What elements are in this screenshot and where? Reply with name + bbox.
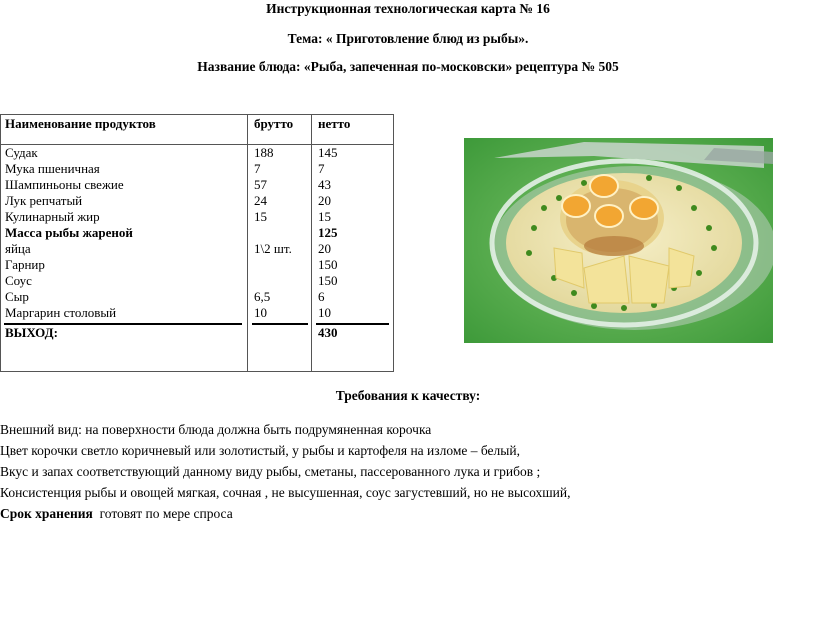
table-row-net: 150: [318, 273, 338, 288]
table-row-net: 6: [318, 289, 325, 304]
quality-line: Консистенция рыбы и овощей мягкая, сочная , не высушенная, соус загустевший, но не высохший,: [0, 485, 571, 500]
table-row-gross: 57: [254, 177, 267, 192]
table-row-net: 125: [318, 225, 338, 240]
storage-line: [0, 503, 570, 524]
col-names: [5, 145, 133, 321]
table-row-name: Маргарин столовый: [5, 305, 117, 320]
table-row-name: Гарнир: [5, 257, 45, 272]
col-header-gross: брутто: [254, 116, 294, 131]
table-row-name: Шампиньоны свежие: [5, 177, 124, 192]
table-row-gross: [254, 257, 292, 273]
table-row-name: Кулинарный жир: [5, 209, 100, 224]
table-row-net: 20: [318, 193, 331, 208]
table-row-name: Масса рыбы жареной: [5, 225, 133, 240]
table-row-net: 150: [318, 257, 338, 272]
yield-label: ВЫХОД:: [5, 325, 58, 340]
table-divider-net: [311, 114, 312, 372]
table-row-gross: [254, 273, 292, 289]
table-row-name: Сыр: [5, 289, 29, 304]
table-row-net: 10: [318, 305, 331, 320]
table-row-net: 145: [318, 145, 338, 160]
table-row-gross: 1\2 шт.: [254, 241, 292, 256]
storage-text: готовят по мере спроса: [92, 506, 233, 521]
quality-line: Внешний вид: на поверхности блюда должна быть подрумяненная корочка: [0, 422, 432, 437]
quality-line: Цвет корочки светло коричневый или золотистый, у рыбы и картофеля на изломе – белый,: [0, 443, 520, 458]
col-header-name: Наименование продуктов: [5, 116, 156, 131]
table-row-net: 20: [318, 241, 331, 256]
table-row-gross: [254, 225, 292, 241]
table-row-net: 15: [318, 209, 331, 224]
table-border-top: [0, 114, 394, 115]
quality-heading: Требования к качеству:: [335, 388, 481, 403]
table-row-name: Соус: [5, 273, 32, 288]
underline-gross: [252, 323, 308, 325]
table-row-gross: 10: [254, 305, 267, 320]
table-row-name: Судак: [5, 145, 38, 160]
dish-photo: [464, 138, 773, 343]
storage-label: Срок хранения: [0, 506, 93, 521]
col-header-net: нетто: [318, 116, 351, 131]
table-row-gross: 6,5: [254, 289, 271, 304]
table-row-gross: 15: [254, 209, 267, 224]
quality-requirements: [0, 419, 570, 524]
table-border-right: [393, 114, 394, 372]
col-net: [318, 145, 338, 321]
table-border-bottom: [0, 371, 394, 372]
table-row-gross: 24: [254, 193, 267, 208]
ingredients-table: [0, 114, 394, 372]
card-title: Инструкционная технологическая карта № 16: [266, 1, 550, 16]
table-row-net: 43: [318, 177, 331, 192]
yield-value: 430: [318, 325, 338, 340]
table-row-gross: 7: [254, 161, 261, 176]
quality-line: Вкус и запах соответствующий данному виду рыбы, сметаны, пассерованного лука и грибов ;: [0, 464, 541, 479]
table-row-name: Лук репчатый: [5, 193, 83, 208]
table-row-name: Мука пшеничная: [5, 161, 100, 176]
card-theme: Тема: « Приготовление блюд из рыбы».: [287, 31, 529, 46]
table-row-gross: 188: [254, 145, 274, 160]
dish-name: Название блюда: «Рыба, запеченная по-московски» рецептура № 505: [197, 59, 619, 74]
col-gross: [254, 145, 292, 321]
table-border-left: [0, 114, 1, 372]
table-row-net: 7: [318, 161, 325, 176]
table-row-name: яйца: [5, 241, 31, 256]
table-divider-gross: [247, 114, 248, 372]
